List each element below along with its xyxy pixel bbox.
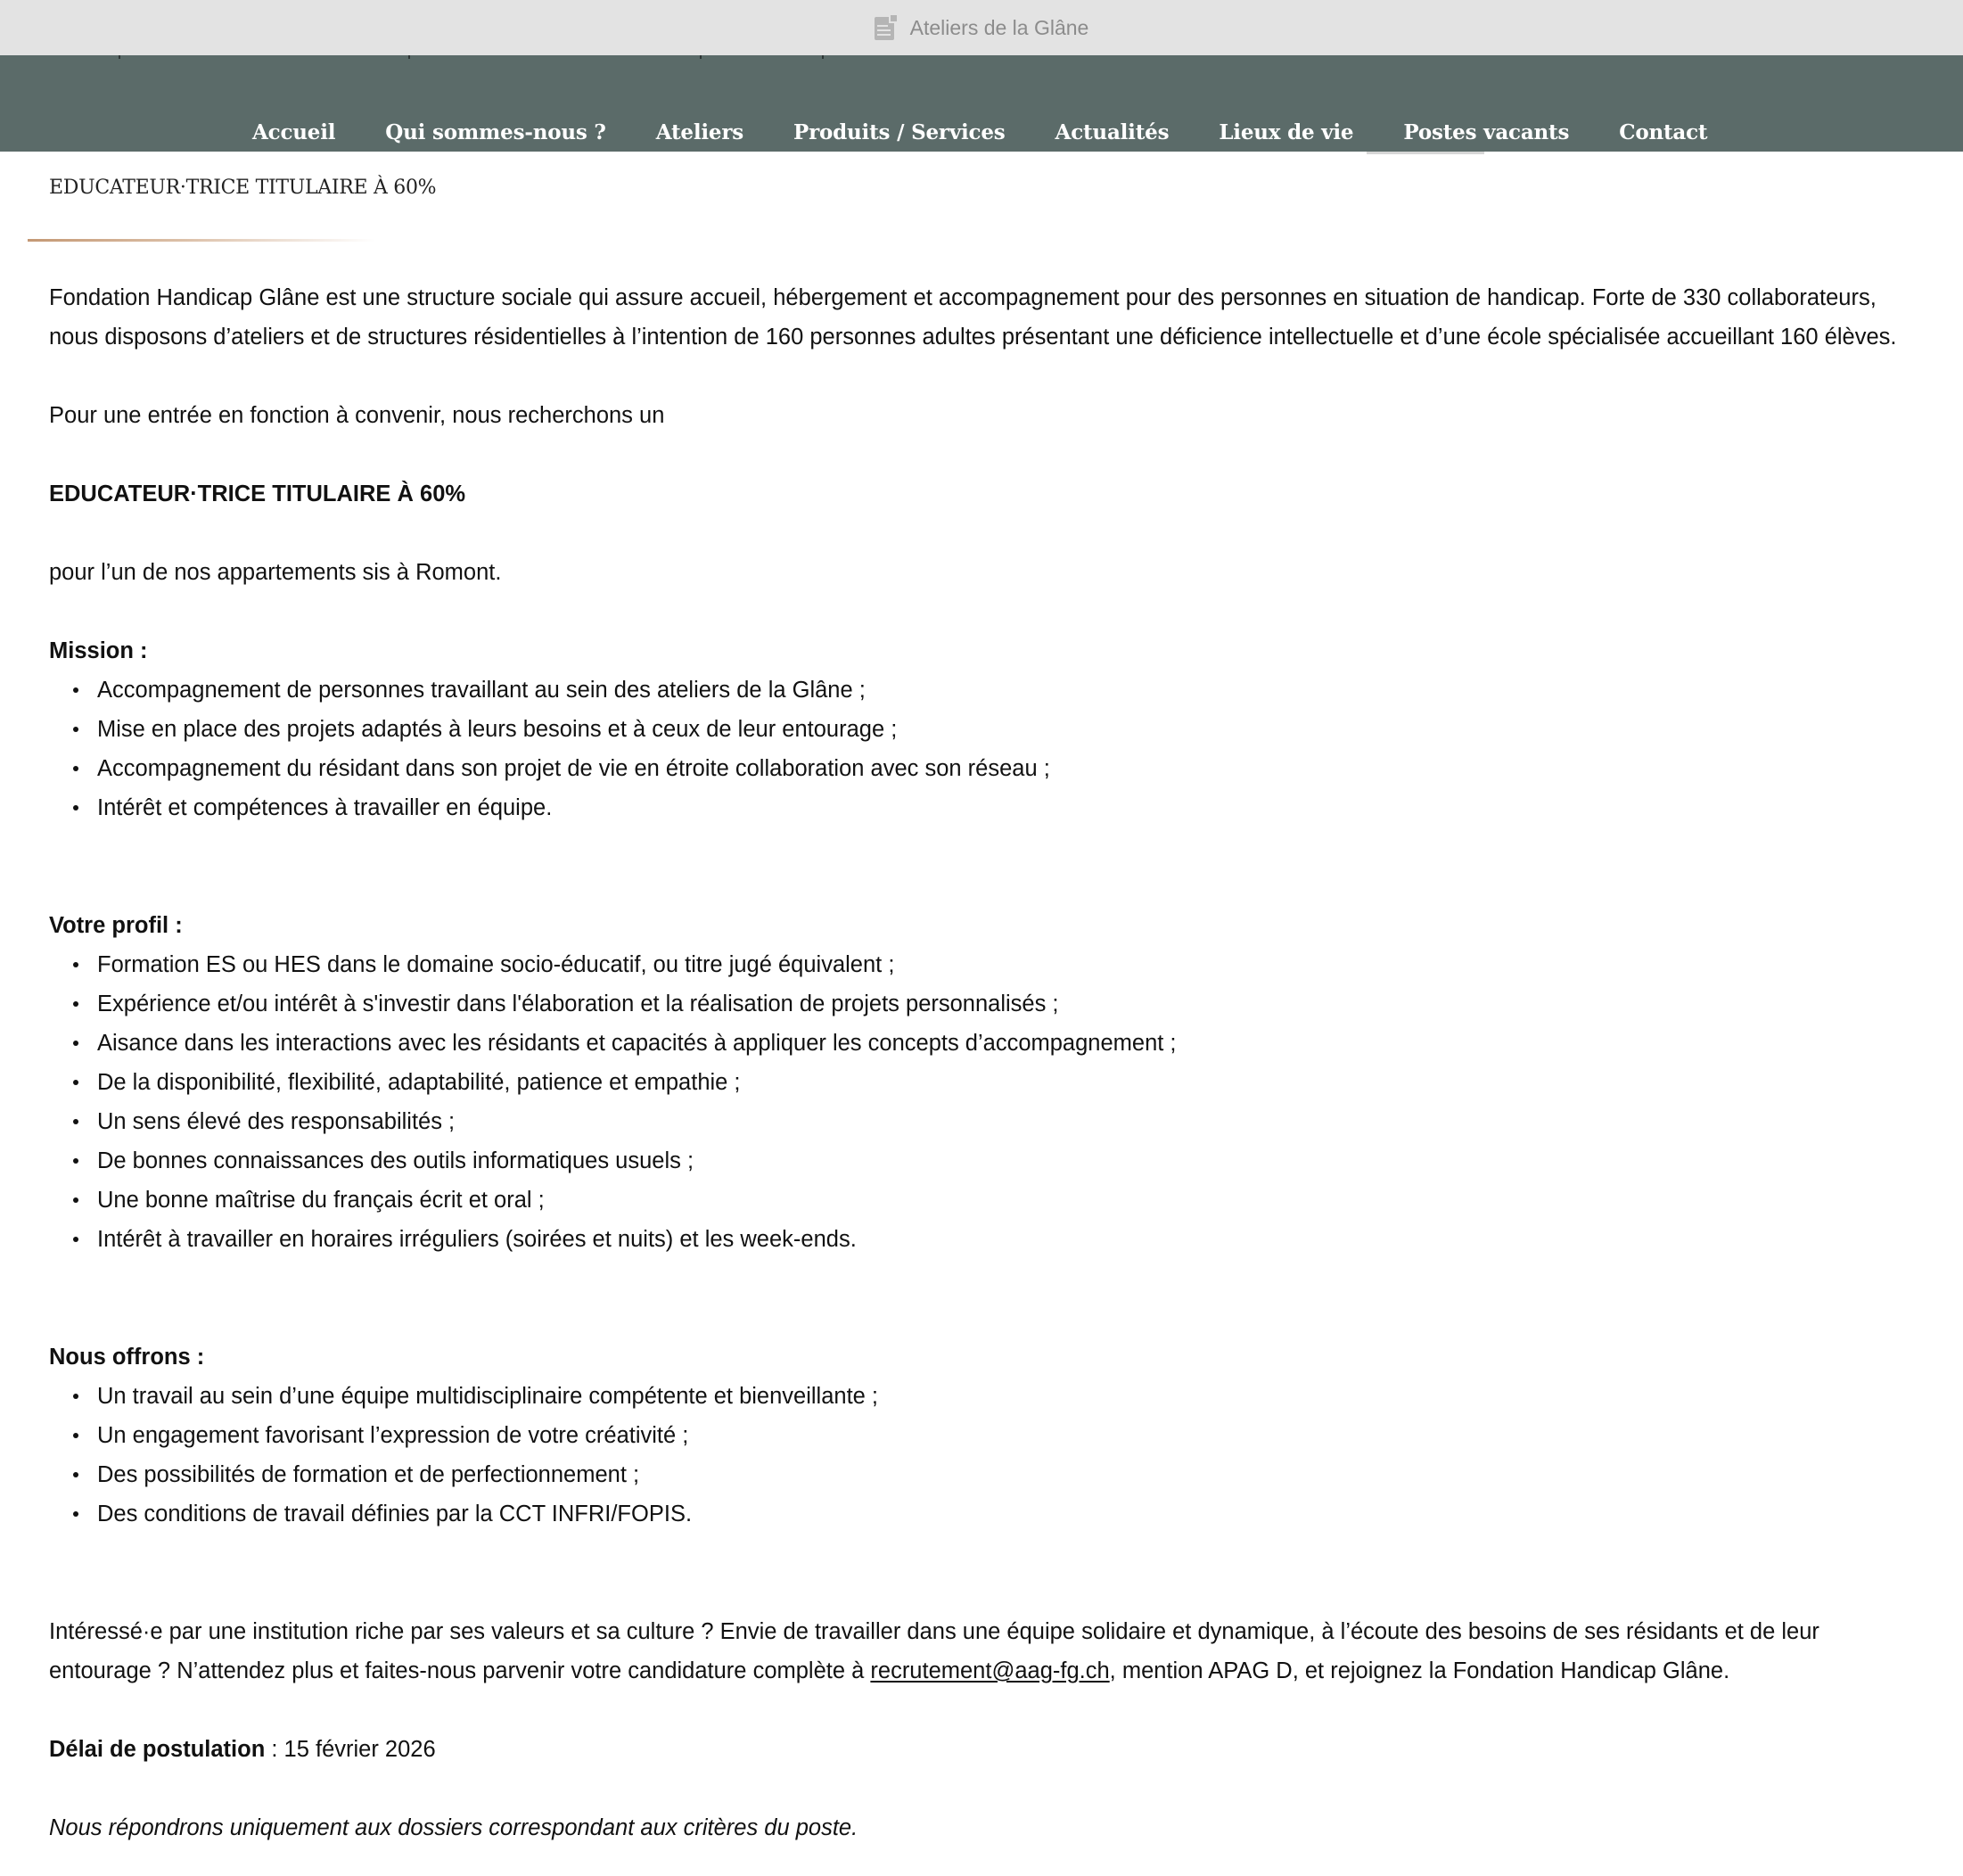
clipped-header-remnant (0, 55, 1963, 61)
nav-item-lieux-de-vie[interactable]: Lieux de vie (1219, 119, 1354, 144)
nav-item-produits-services[interactable]: Produits / Services (793, 119, 1006, 144)
nav-item-contact[interactable]: Contact (1619, 119, 1708, 144)
list-item: Formation ES ou HES dans le domaine socio-éducatif, ou titre jugé équivalent ; (49, 945, 1903, 984)
list-item: Accompagnement du résidant dans son projet de vie en étroite collaboration avec son réseau ; (49, 749, 1903, 788)
list-item: De la disponibilité, flexibilité, adaptabilité, patience et empathie ; (49, 1063, 1903, 1102)
position-title: EDUCATEUR·TRICE TITULAIRE À 60% (49, 481, 466, 506)
response-note: Nous répondrons uniquement aux dossiers correspondant aux critères du poste. (49, 1815, 858, 1840)
window-title: Ateliers de la Glâne (909, 15, 1089, 39)
active-nav-indicator (1367, 152, 1484, 154)
email-link[interactable]: recrutement@aag-fg.ch (870, 1658, 1110, 1683)
list-item: Un engagement favorisant l’expression de votre créativité ; (49, 1416, 1903, 1455)
offer-list (49, 1377, 1903, 1534)
profile-list (49, 945, 1903, 1259)
list-item: Des conditions de travail définies par la CCT INFRI/FOPIS. (49, 1494, 1903, 1534)
intro-paragraph: Fondation Handicap Glâne est une structure sociale qui assure accueil, hébergement et accompagnement pour des personnes en situation de handicap. Forte de 330 collaborateurs, nous disposons d’ateliers et de structures résidentielles à l’intention de 160 personnes adultes présentant une déficience intellectuelle et d’une école spécialisée accueillant 160 élèves. (49, 285, 1897, 350)
mission-heading: Mission : (49, 638, 148, 663)
list-item: Aisance dans les interactions avec les résidants et capacités à appliquer les concepts d’accompagnement ; (49, 1024, 1903, 1063)
nav-item-accueil[interactable]: Accueil (252, 119, 336, 144)
nav-item-ateliers[interactable]: Ateliers (655, 119, 743, 144)
list-item: Des possibilités de formation et de perfectionnement ; (49, 1455, 1903, 1494)
list-item: Une bonne maîtrise du français écrit et oral ; (49, 1181, 1903, 1220)
list-item: Expérience et/ou intérêt à s'investir dans l'élaboration et la réalisation de projets personnalisés ; (49, 984, 1903, 1024)
nav-item-postes-vacants[interactable]: Postes vacants (1403, 119, 1570, 144)
list-item: Intérêt à travailler en horaires irréguliers (soirées et nuits) et les week-ends. (49, 1220, 1903, 1259)
document-icon (875, 14, 898, 41)
window-titlebar (0, 0, 1963, 56)
list-item: Un sens élevé des responsabilités ; (49, 1102, 1903, 1141)
profile-heading: Votre profil : (49, 913, 183, 938)
site-nav (0, 55, 1963, 152)
title-divider (28, 239, 375, 242)
deadline-value: : 15 février 2026 (265, 1737, 436, 1762)
list-item: Un travail au sein d’une équipe multidisciplinaire compétente et bienveillante ; (49, 1377, 1903, 1416)
location-line: pour l’un de nos appartements sis à Romont. (49, 560, 502, 585)
list-item: De bonnes connaissances des outils informatiques usuels ; (49, 1141, 1903, 1181)
list-item: Intérêt et compétences à travailler en équipe. (49, 788, 1903, 827)
search-line: Pour une entrée en fonction à convenir, nous recherchons un (49, 403, 665, 428)
mission-list (49, 671, 1903, 827)
page-title: EDUCATEUR·TRICE TITULAIRE À 60% (49, 177, 437, 199)
offer-heading: Nous offrons : (49, 1345, 205, 1370)
list-item: Mise en place des projets adaptés à leurs besoins et à ceux de leur entourage ; (49, 710, 1903, 749)
deadline-label: Délai de postulation (49, 1737, 266, 1762)
closing-text: Intéressé·e par une institution riche par ses valeurs et sa culture ? Envie de travailler dans une équipe solidaire et dynamique, à l’écoute des besoins de ses résidants et de leur entourage ? N’attendez plus et faites-nous parvenir votre candidature complète à (49, 1619, 1819, 1683)
deadline-line (49, 1730, 1903, 1769)
nav-item-actualites[interactable]: Actualités (1055, 119, 1170, 144)
nav-item-qui-sommes-nous[interactable]: Qui sommes-nous ? (385, 119, 606, 144)
closing-text-end: , mention APAG D, et rejoignez la Fondation Handicap Glâne. (1109, 1658, 1730, 1683)
closing-paragraph (49, 1612, 1903, 1691)
nav-menu (252, 114, 1707, 150)
list-item: Accompagnement de personnes travaillant au sein des ateliers de la Glâne ; (49, 671, 1903, 710)
job-description (49, 278, 1903, 1847)
